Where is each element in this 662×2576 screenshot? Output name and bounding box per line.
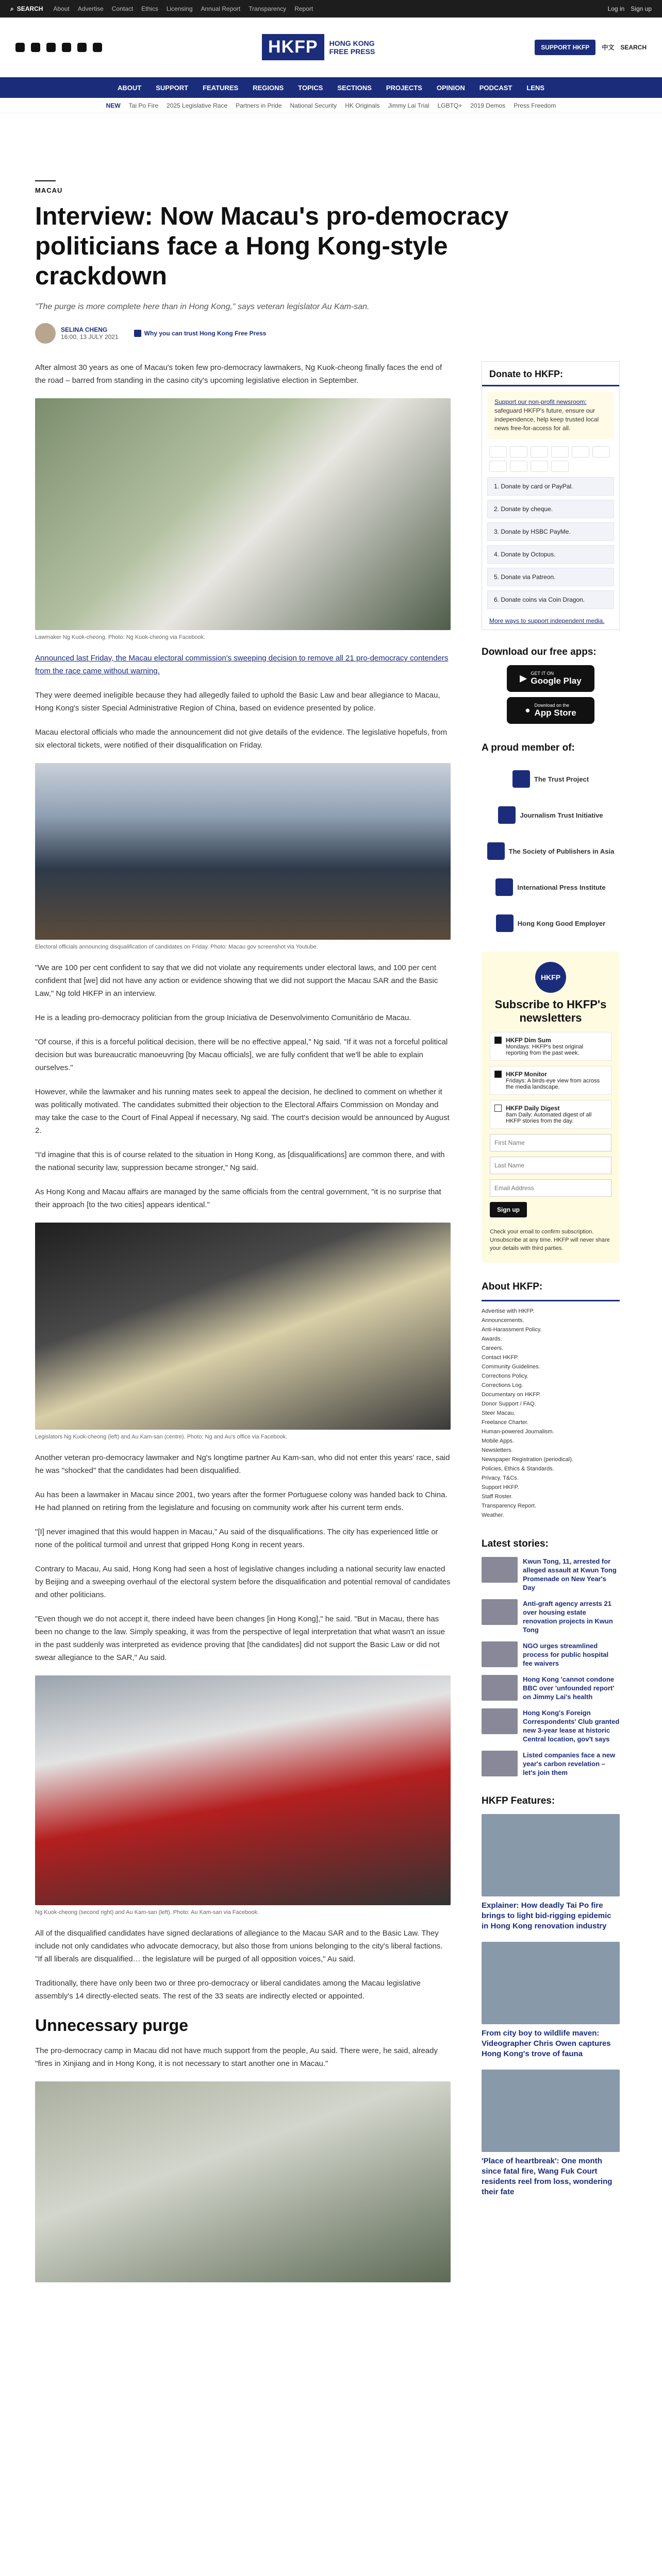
trending-link[interactable]: Partners in Pride (236, 101, 282, 109)
feature-title: From city boy to wildlife maven: Videographer Chris Owen captures Hong Kong's trove of fauna (482, 2029, 611, 2058)
about-link[interactable]: Mobile Apps. (482, 1438, 514, 1444)
latest-story[interactable] (482, 1675, 620, 1701)
nav-item[interactable]: PROJECTS (386, 83, 422, 92)
more-ways-link[interactable]: More ways to support independent media. (489, 617, 605, 624)
photo-ng-kuok-cheong (35, 398, 451, 630)
about-title: About HKFP: (482, 1281, 543, 1292)
trust-project-icon (512, 770, 530, 788)
members-box (482, 739, 620, 941)
features-list (482, 1814, 620, 2197)
latest-story[interactable] (482, 1751, 620, 1777)
paragraph: Macau electoral officials who made the announcement did not give details of the evidence. The legislative hopefuls, from six electoral tickets, were notified of their disqualification on Friday. (35, 728, 448, 750)
article-link[interactable]: Announced last Friday, the Macau electoral commission's sweeping decision to remove all 21 pro-democracy contenders from the race came without warning. (35, 654, 449, 675)
paragraph: The pro-democracy camp in Macau did not have much support from the people, Au said. There were, he said, already "fires in Xinjiang and in Hong Kong, it is not necessary to start another one in Macau." (35, 2046, 438, 2068)
discover-icon (551, 446, 569, 457)
section-heading: Unnecessary purge (35, 2016, 189, 2035)
story-title: Listed companies face a new year's carbon revelation – let's join them (523, 1751, 616, 1776)
about-link[interactable]: Newsletters. (482, 1447, 513, 1453)
trending-link[interactable]: 2025 Legislative Race (167, 101, 228, 109)
good-employer-icon (496, 914, 514, 932)
about-link[interactable]: Anti-Harassment Policy. (482, 1327, 542, 1333)
photo-protest-banners (35, 1675, 451, 1905)
topbar-link[interactable]: Report (294, 5, 313, 12)
story-thumbnail (482, 1708, 518, 1734)
amex-icon (531, 446, 548, 457)
story-title: Hong Kong 'cannot condone BBC over 'unfounded report' on Jimmy Lai's health (523, 1675, 615, 1701)
unionpay-icon (572, 446, 589, 457)
nav-item[interactable]: LENS (526, 83, 544, 92)
logo-box: HKFP (262, 34, 324, 60)
site-logo[interactable] (262, 34, 375, 60)
latest-title: Latest stories: (482, 1538, 549, 1549)
nav-item[interactable]: ABOUT (118, 83, 142, 92)
newsletter-badge: HKFP (535, 962, 566, 993)
trending-bar (0, 98, 662, 113)
paragraph: All of the disqualified candidates have signed declarations of allegiance to the Macau SAR and to the Basic Law. They include not only candidates who advocate democracy, but also those from unions belonging to the city's liberal factions. "If all liberals are disqualified… the legislature will be purged of all opposition voices," Au said. (35, 1929, 443, 1963)
donate-option[interactable]: 1. Donate by card or PayPal. (487, 477, 614, 496)
avatar (35, 323, 56, 344)
about-link[interactable]: Contact HKFP. (482, 1354, 519, 1361)
ipi-icon (495, 878, 513, 896)
about-link[interactable]: Community Guidelines. (482, 1364, 540, 1370)
topbar-link[interactable]: Contact (111, 5, 134, 12)
photo-caption: Legislators Ng Kuok-cheong (left) and Au Kam-san (centre). Photo: Ng and Au's office via Facebook. (35, 1434, 288, 1440)
topbar-links (53, 5, 313, 12)
photo-caption: Ng Kuok-cheong (second right) and Au Kam-san (left). Photo: Au Kam-san via Facebook. (35, 1909, 259, 1916)
trending-link[interactable]: HK Originals (345, 101, 380, 109)
features-title: HKFP Features: (482, 1795, 555, 1806)
apps-box (482, 643, 620, 724)
photo-electoral-officials (35, 763, 451, 940)
last-name-field[interactable] (490, 1157, 611, 1174)
latest-story[interactable] (482, 1708, 620, 1743)
photo-caption: Electoral officials announcing disqualification of candidates on Friday. Photo: Macau gov screenshot via Youtube. (35, 944, 318, 950)
nav-item[interactable]: FEATURES (203, 83, 239, 92)
donate-option[interactable]: 4. Donate by Octopus. (487, 545, 614, 564)
member-logo[interactable]: International Press Institute (482, 869, 620, 905)
newsletter-title: Subscribe to HKFP's newsletters (494, 998, 607, 1024)
member-logo[interactable]: The Trust Project (482, 761, 620, 797)
byline (35, 323, 627, 344)
about-link[interactable]: Policies, Ethics & Standards. (482, 1466, 554, 1472)
story-thumbnail (482, 1557, 518, 1583)
sopa-icon (487, 842, 505, 860)
instagram-icon[interactable] (46, 43, 56, 52)
nav-item[interactable]: REGIONS (253, 83, 284, 92)
rss-icon[interactable] (93, 43, 102, 52)
newsletter-option[interactable]: HKFP Dim Sum Mondays: HKFP's best original reporting from the past week. (490, 1032, 611, 1061)
story-thumbnail (482, 1751, 518, 1776)
story-thumbnail (482, 1675, 518, 1701)
donate-box (482, 361, 620, 630)
photo-au-kam-san (35, 2081, 451, 2282)
feature-card[interactable] (482, 1814, 620, 1931)
payme-icon (489, 461, 507, 472)
nav-item[interactable]: TOPICS (298, 83, 323, 92)
donate-note-link[interactable]: Support our non-profit newsroom: (494, 398, 587, 405)
paragraph: "Even though we do not accept it, there indeed have been changes [in Hong Kong]," he said. "But in Macau, there has been no change to the law. Simply speaking, it was from the perspective of legal interpretation that what wasn't an issue in the past suddenly was interpreted as evidence proving that [the candidates] did not support the Basic Law or did not swear allegiance to the SAR," Au said. (35, 1615, 445, 1662)
about-link[interactable]: Corrections Policy. (482, 1373, 528, 1379)
patreon-icon (531, 461, 548, 472)
trending-link[interactable]: Tai Po Fire (128, 101, 159, 109)
google-play-button[interactable]: ▶ GET IT ON Google Play (507, 665, 594, 692)
member-logo[interactable]: Journalism Trust Initiative (482, 797, 620, 833)
checkbox[interactable] (494, 1037, 502, 1044)
visa-icon (489, 446, 507, 457)
topbar-link[interactable]: About (53, 5, 70, 12)
features-box (482, 1792, 620, 2197)
payment-logos (482, 444, 619, 477)
newsletter-box (482, 952, 620, 1263)
logo-name: HONG KONG FREE PRESS (329, 39, 375, 56)
language-link[interactable]: 中文 (602, 44, 615, 51)
newsletter-option[interactable]: HKFP Monitor Fridays: A birds-eye view from across the media landscape. (490, 1066, 611, 1095)
checkbox[interactable] (494, 1105, 502, 1112)
mastercard-icon (510, 446, 527, 457)
about-box (482, 1278, 620, 1520)
nav-item[interactable]: SECTIONS (337, 83, 372, 92)
donate-option[interactable]: 3. Donate by HSBC PayMe. (487, 522, 614, 541)
article-dek: "The purge is more complete here than in Hong Kong," says veteran legislator Au Kam-san. (35, 302, 370, 311)
signup-button[interactable]: Sign up (490, 1202, 527, 1217)
newsletter-fineprint: Check your email to confirm subscription. Unsubscribe at any time. HKFP will never share your details with third parties. (490, 1229, 610, 1251)
nav-item[interactable]: SUPPORT (156, 83, 189, 92)
member-logo[interactable]: Hong Kong Good Employer (482, 905, 620, 941)
feature-title: Explainer: How deadly Tai Po fire brings to light bid-rigging epidemic in Hong Kong renovation industry (482, 1901, 611, 1930)
topbar-link[interactable]: Licensing (166, 5, 193, 12)
about-link[interactable]: Newspaper Registration (periodical). (482, 1456, 573, 1463)
topbar-link[interactable]: Ethics (141, 5, 158, 12)
about-link[interactable]: Support HKFP. (482, 1484, 519, 1490)
story-title: Hong Kong's Foreign Correspondents' Club granted new 3-year lease at historic Central location, gov't says (523, 1709, 620, 1743)
about-link[interactable]: Human-powered Journalism. (482, 1429, 554, 1435)
about-link[interactable]: Weather. (482, 1512, 504, 1518)
header-search[interactable]: SEARCH (620, 43, 647, 51)
paragraph: Traditionally, there have only been two or three pro-democracy or liberal candidates among the Macau legislative assembly's 14 directly-elected seats. The rest of the 33 seats are indirectly elected or appointed. (35, 1979, 421, 2001)
topbar-link[interactable]: Transparency (249, 5, 287, 12)
paragraph: "Of course, if this is a forceful political decision, there will be no effective appeal," Ng said. "If it was not a forceful political decision but was bureaucratic manoeuvring [by Macau officials], we are fully confident that we'll be able to explain ourselves." (35, 1038, 448, 1072)
login-link[interactable]: Log in (607, 5, 625, 12)
paragraph: "I'd imagine that this is of course related to the situation in Hong Kong, as [disqualifications] are common there, and with the national security law, suppression became stronger," Ng said. (35, 1150, 445, 1172)
trending-link[interactable]: 2019 Demos (470, 101, 506, 109)
feature-image (482, 1942, 620, 2024)
kicker-rule (35, 180, 56, 181)
article-title: Interview: Now Macau's pro-democracy politicians face a Hong Kong-style crackdown (35, 202, 509, 290)
new-label: NEW (106, 101, 121, 109)
support-button[interactable]: SUPPORT HKFP (535, 40, 595, 55)
main-nav (0, 77, 662, 98)
trending-link[interactable]: LGBTQ+ (437, 101, 462, 109)
youtube-icon[interactable] (77, 43, 87, 52)
members-title: A proud member of: (482, 742, 575, 753)
email-field[interactable] (490, 1179, 611, 1197)
topbar-link[interactable]: Annual Report (201, 5, 241, 12)
article-body (35, 361, 451, 2282)
paragraph: However, while the lawmaker and his running mates seek to appeal the decision, he declined to comment on whether it was politically motivated. The candidates submitted their objection to the Electoral Affairs Commission on Monday and may take the case to the Court of Final Appeal if necessary, Ng said. The court's decision would be announced by August 2. (35, 1088, 450, 1135)
feature-card[interactable] (482, 2070, 620, 2197)
paypal-icon (592, 446, 610, 457)
signup-link[interactable]: Sign up (631, 5, 652, 12)
photo-caption: Lawmaker Ng Kuok-cheong. Photo: Ng Kuok-cheong via Facebook. (35, 634, 206, 640)
feature-title: 'Place of heartbreak': One month since fatal fire, Wang Fuk Court residents reel from loss, wondering their fate (482, 2157, 613, 2196)
donate-note: Support our non-profit newsroom: safeguard HKFP's future, ensure our independence, help keep trusted local news free-for-access for all. (487, 392, 614, 439)
linkedin-icon[interactable] (62, 43, 71, 52)
about-link[interactable]: Staff Roster. (482, 1494, 513, 1500)
trending-link[interactable]: Jimmy Lai Trial (388, 101, 429, 109)
site-header (0, 18, 662, 77)
nav-item[interactable]: OPINION (436, 83, 465, 92)
donate-option[interactable]: 2. Donate by cheque. (487, 500, 614, 518)
donate-option[interactable]: 5. Donate via Patreon. (487, 568, 614, 586)
about-link[interactable]: Announcements. (482, 1317, 524, 1324)
utility-bar (0, 0, 662, 18)
photo-legislators (35, 1223, 451, 1430)
story-title: Anti-graft agency arrests 21 over housing estate renovation projects in Kwun Tong (523, 1600, 613, 1634)
story-thumbnail (482, 1599, 518, 1625)
about-link[interactable]: Steer Macau. (482, 1410, 516, 1416)
story-title: Kwun Tong, 11, arrested for alleged assault at Kwun Tong Promenade on New Year's Day (523, 1557, 617, 1591)
latest-list (482, 1557, 620, 1777)
donate-title: Donate to HKFP: (482, 362, 619, 386)
social-links (15, 43, 102, 52)
latest-stories (482, 1535, 620, 1777)
about-link[interactable]: Privacy, T&Cs. (482, 1475, 519, 1481)
paragraph: They were deemed ineligible because they had allegedly failed to uphold the Basic Law and bear allegiance to Macau, Hong Kong's sister Special Administrative Region of China, based on evidence presented by police. (35, 691, 440, 713)
checkbox[interactable] (494, 1071, 502, 1078)
donate-option[interactable]: 6. Donate coins via Coin Dragon. (487, 590, 614, 609)
about-link[interactable]: Freelance Charter. (482, 1419, 529, 1426)
feature-card[interactable] (482, 1942, 620, 2059)
latest-story[interactable] (482, 1641, 620, 1668)
apple-icon: ● (525, 705, 531, 715)
newsletter-option[interactable]: HKFP Daily Digest 8am Daily: Automated digest of all HKFP stories from the day. (490, 1100, 611, 1129)
first-name-field[interactable] (490, 1134, 611, 1151)
facebook-icon[interactable] (15, 43, 25, 52)
trust-link[interactable]: Why you can trust Hong Kong Free Press (134, 330, 267, 337)
latest-story[interactable] (482, 1599, 620, 1634)
ad-space (0, 113, 662, 180)
x-icon[interactable] (31, 43, 40, 52)
topbar-search[interactable]: ⌕ SEARCH (10, 5, 43, 12)
paragraph: "We are 100 per cent confident to say that we did not violate any requirements under electoral laws, and 100 per cent confident that [we] did not have any action or evidence showing that we did not support the Macau SAR and the Basic Law," Ng told HKFP in an interview. (35, 963, 438, 998)
about-link[interactable]: Documentary on HKFP. (482, 1392, 541, 1398)
category-kicker[interactable]: MACAU (35, 187, 63, 194)
latest-story[interactable] (482, 1557, 620, 1592)
trust-icon (134, 330, 141, 337)
app-store-button[interactable]: ● Download on the App Store (507, 697, 594, 724)
about-link[interactable]: Corrections Log. (482, 1382, 523, 1388)
paragraph: Au has been a lawmaker in Macau since 2001, two years after the former Portuguese colony was handed back to China. He had planned on retiring from the legislature and focusing on community work after his current term ends. (35, 1490, 448, 1512)
paragraph: As Hong Kong and Macau affairs are managed by the same officials from the central government, "it is no surprise that their approach [to the two cities] appears identical." (35, 1188, 441, 1209)
trending-link[interactable]: National Security (290, 101, 337, 109)
about-list (482, 1300, 620, 1520)
about-link[interactable]: Awards. (482, 1336, 502, 1342)
member-logo[interactable]: The Society of Publishers in Asia (482, 833, 620, 869)
about-link[interactable]: Transparency Report. (482, 1503, 536, 1509)
paragraph: Another veteran pro-democracy lawmaker and Ng's longtime partner Au Kam-san, who did not enter this years' race, said he was "shocked" that the candidates had been disqualified. (35, 1453, 450, 1475)
story-thumbnail (482, 1641, 518, 1667)
article-header (0, 180, 662, 344)
jti-icon (498, 806, 516, 824)
paragraph (35, 652, 451, 677)
about-link[interactable]: Careers. (482, 1345, 504, 1351)
search-icon: ⌕ (10, 5, 14, 12)
publish-date: 16:00, 13 JULY 2021 (61, 333, 119, 341)
nav-item[interactable]: PODCAST (479, 83, 512, 92)
trending-link[interactable]: Press Freedom (514, 101, 556, 109)
play-icon: ▶ (520, 673, 527, 683)
about-link[interactable]: Advertise with HKFP. (482, 1308, 535, 1314)
feature-image (482, 1814, 620, 1896)
feature-image (482, 2070, 620, 2152)
story-title: NGO urges streamlined process for public hospital fee waivers (523, 1642, 609, 1667)
topbar-link[interactable]: Advertise (77, 5, 104, 12)
octopus-icon (510, 461, 527, 472)
coin-icon (551, 461, 569, 472)
paragraph: "[I] never imagined that this would happen in Macau," Au said of the disqualifications. The city has experienced little or none of the political turmoil and unrest that gripped Hong Kong in recent years. (35, 1528, 438, 1549)
author-name[interactable]: SELINA CHENG (61, 326, 108, 333)
paragraph: He is a leading pro-democracy politician from the group Iniciativa de Desenvolvimento Comunitário de Macau. (35, 1013, 411, 1022)
apps-title: Download our free apps: (482, 647, 597, 657)
sidebar (482, 361, 620, 2282)
paragraph: Contrary to Macau, Au said, Hong Kong had seen a host of legislative changes including a national security law enacted by Beijing and a sweeping overhaul of the electoral system before the disqualification and potential removal of candidates and other politicians. (35, 1565, 451, 1599)
paragraph: After almost 30 years as one of Macau's token few pro-democracy lawmakers, Ng Kuok-cheong finally faces the end of the road – barred from standing in the casino city's upcoming legislative election in September. (35, 363, 442, 385)
about-link[interactable]: Donor Support / FAQ. (482, 1401, 536, 1407)
